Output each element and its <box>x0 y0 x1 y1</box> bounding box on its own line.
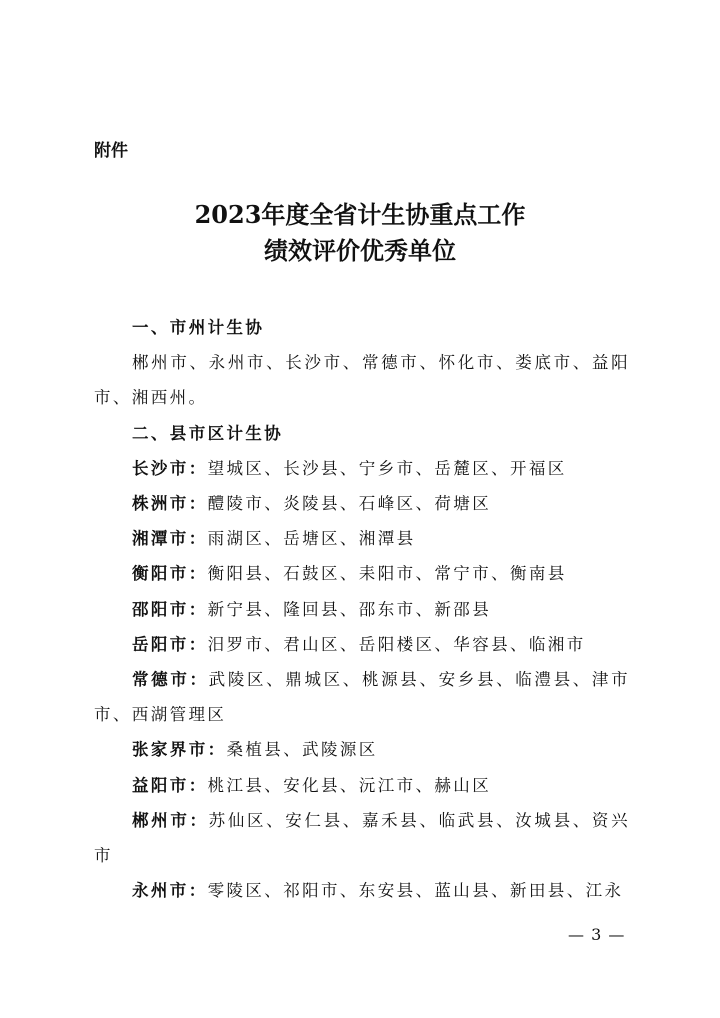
unit-list: 望城区、长沙县、宁乡市、岳麓区、开福区 <box>207 458 567 478</box>
list-item <box>94 592 630 627</box>
list-item <box>94 451 630 486</box>
unit-list: 武陵区、鼎城区、桃源县、安乡县、临澧县、津市市、西湖管理区 <box>94 670 630 725</box>
city-name: 永州市： <box>132 881 208 901</box>
title-line-2: 绩效评价优秀单位 <box>264 236 456 265</box>
city-name: 邵阳市： <box>132 599 208 619</box>
city-name: 郴州市： <box>132 810 209 830</box>
list-item <box>94 873 630 908</box>
city-name: 衡阳市： <box>132 564 208 584</box>
list-item <box>94 803 630 873</box>
list-item <box>94 521 630 556</box>
unit-list: 雨湖区、岳塘区、湘潭县 <box>207 529 416 549</box>
unit-list: 苏仙区、安仁县、嘉禾县、临武县、汝城县、资兴市 <box>94 810 630 866</box>
section-1-heading: 一、市州计生协 <box>132 318 265 337</box>
list-item <box>94 732 630 767</box>
list-item <box>94 627 630 662</box>
unit-list: 醴陵市、炎陵县、石峰区、荷塘区 <box>207 494 492 514</box>
unit-list: 零陵区、祁阳市、东安县、蓝山县、新田县、江永 <box>207 881 624 901</box>
section-1-text: 郴州市、永州市、长沙市、常德市、怀化市、娄底市、益阳市、湘西州。 <box>94 353 630 408</box>
page-number: — 3 — <box>568 925 626 944</box>
city-name: 湘潭市： <box>132 529 208 549</box>
city-name: 株洲市： <box>132 494 208 514</box>
unit-list: 衡阳县、石鼓区、耒阳市、常宁市、衡南县 <box>207 564 567 584</box>
list-item <box>94 486 630 521</box>
city-name: 张家界市： <box>132 740 227 760</box>
list-item <box>94 662 630 732</box>
attachment-label: 附件 <box>94 141 128 161</box>
section-2-heading: 二、县市区计生协 <box>132 423 284 443</box>
unit-list: 汨罗市、君山区、岳阳楼区、华容县、临湘市 <box>207 634 586 654</box>
city-name: 益阳市： <box>132 775 208 795</box>
city-name: 岳阳市： <box>132 634 208 654</box>
list-item <box>94 556 630 591</box>
title-line-1: 2023年度全省计生协重点工作 <box>194 200 526 229</box>
list-item <box>94 768 630 803</box>
city-name: 常德市： <box>132 670 209 690</box>
unit-list: 桃江县、安化县、沅江市、赫山区 <box>207 775 492 795</box>
unit-list: 桑植县、武陵源区 <box>226 740 378 760</box>
city-name: 长沙市： <box>132 458 208 478</box>
unit-list: 新宁县、隆回县、邵东市、新邵县 <box>207 599 492 619</box>
document-body <box>94 310 630 908</box>
